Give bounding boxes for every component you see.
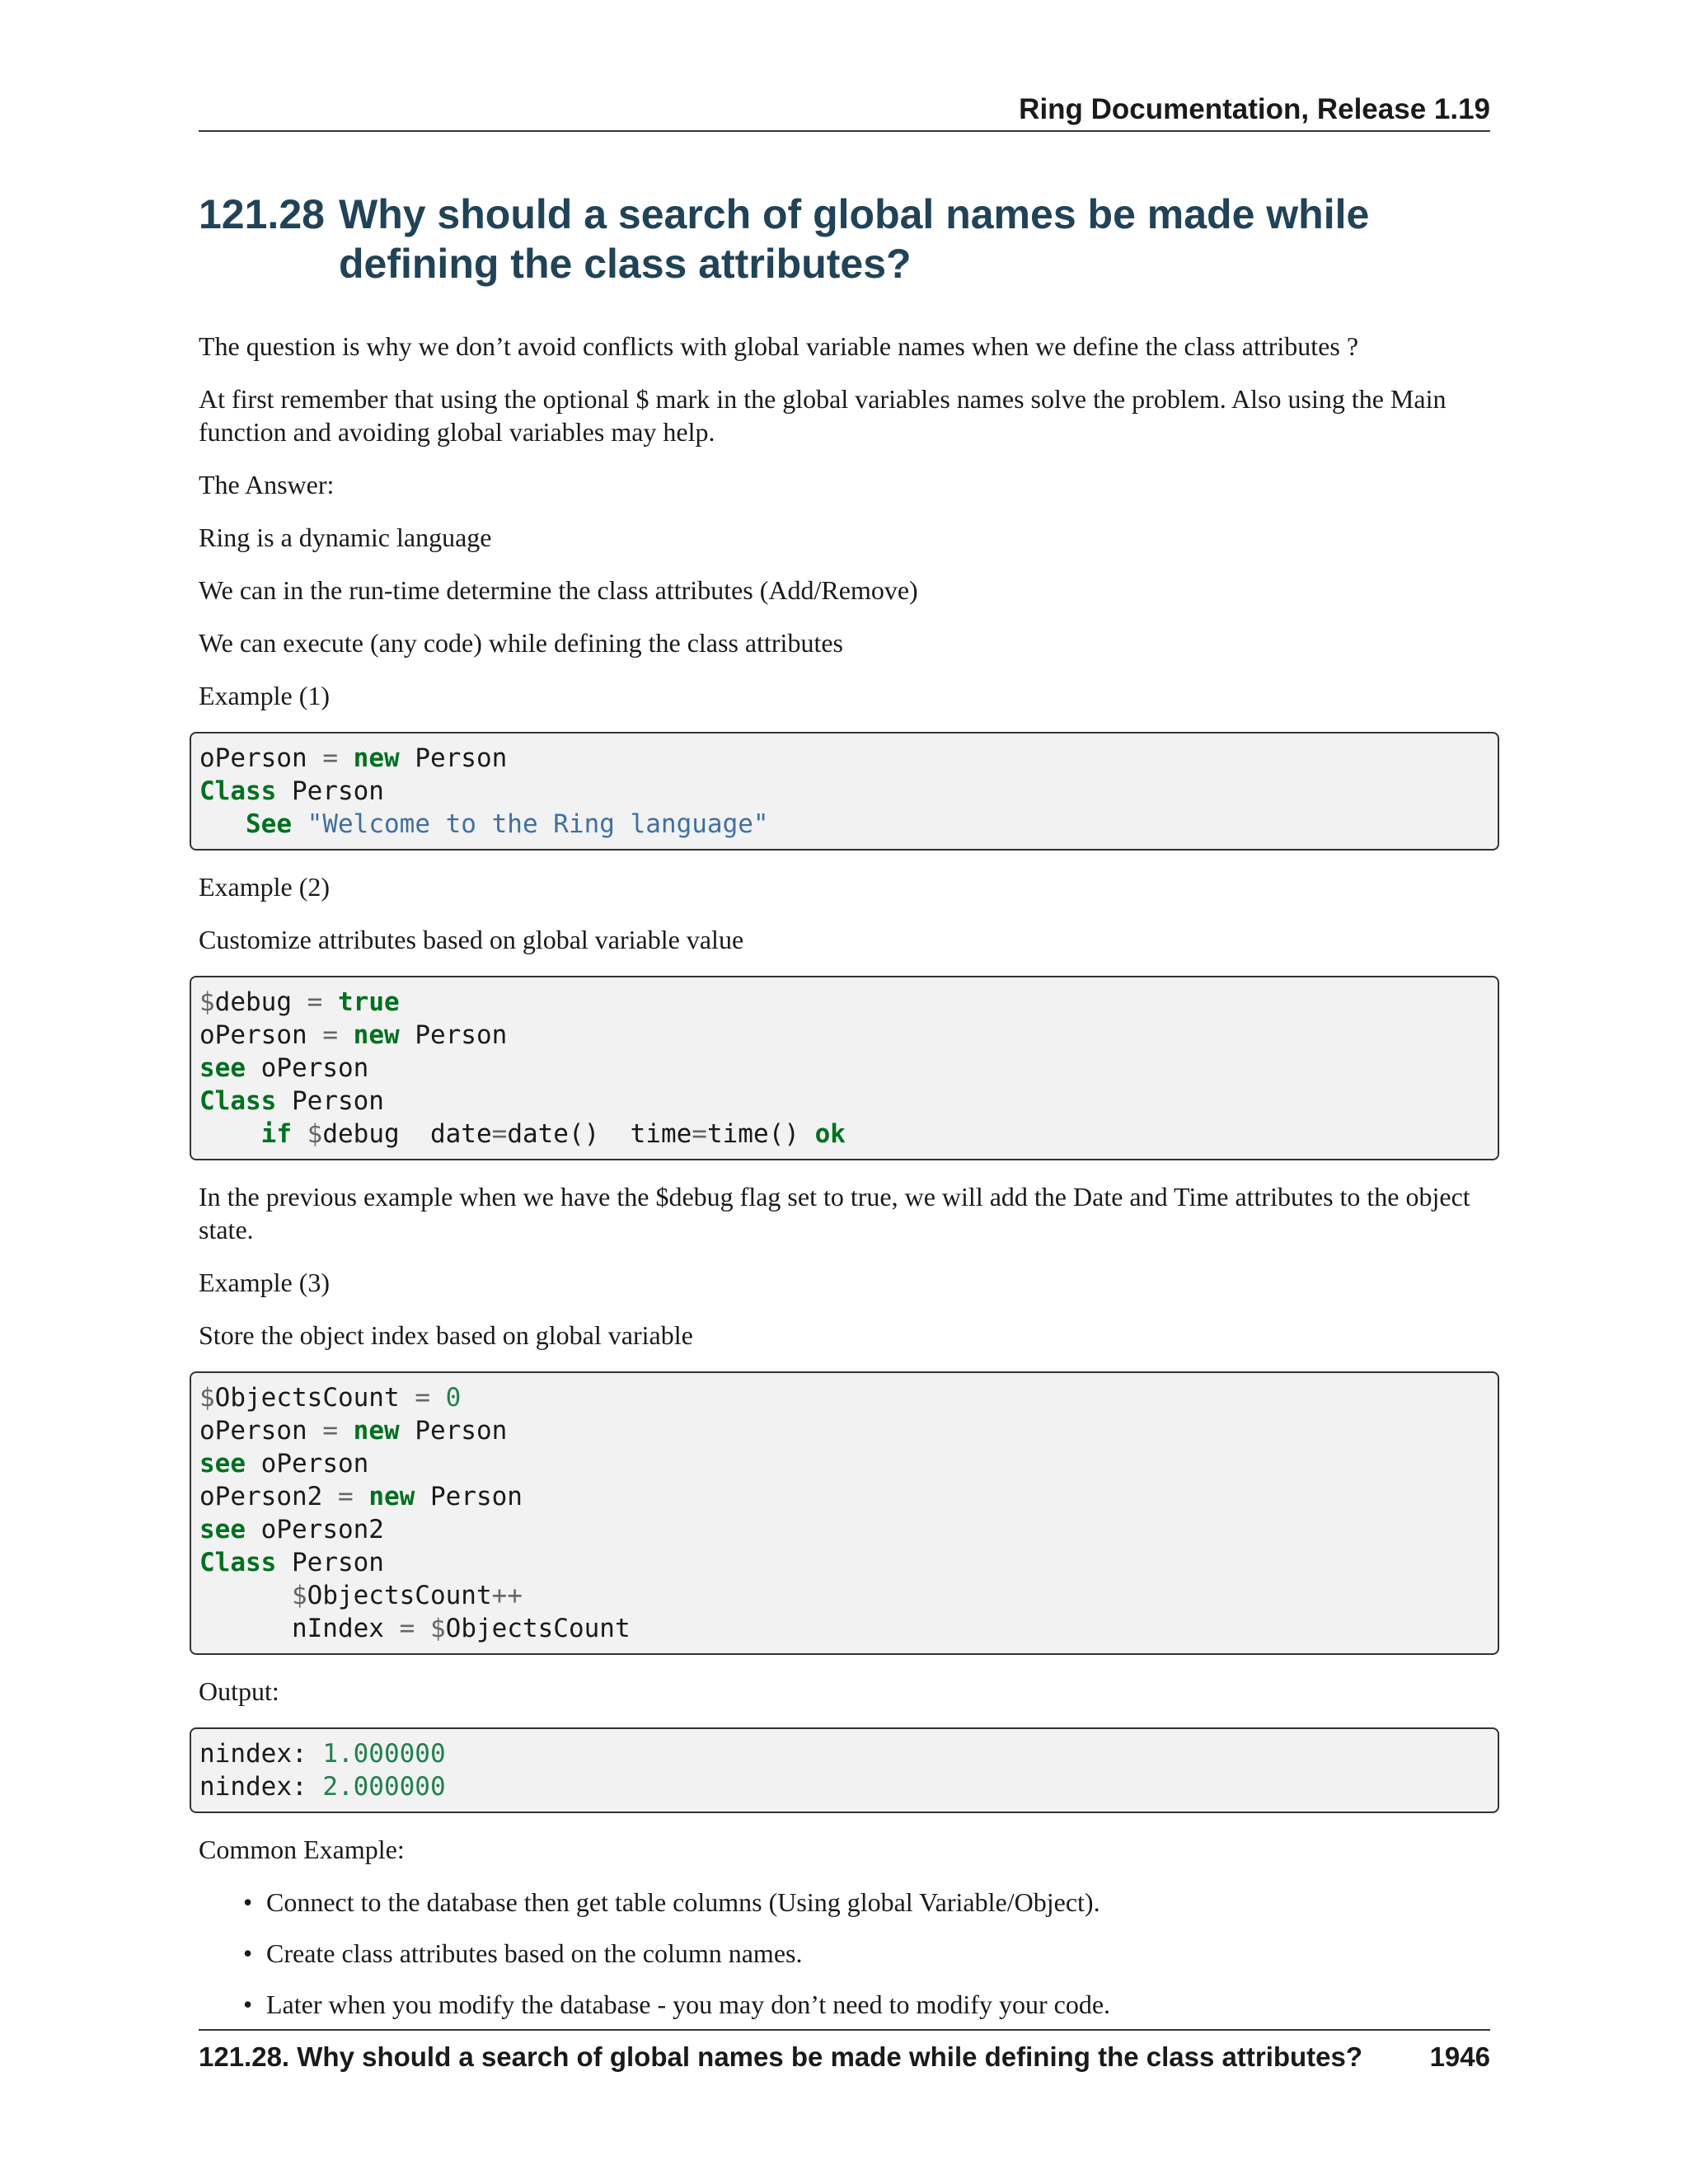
code-line: nindex: 1.000000 [199, 1739, 446, 1769]
example-label: Example (2) [199, 872, 331, 902]
code-block-output [190, 1727, 1499, 1813]
code-block-example-3 [190, 1371, 1499, 1655]
example-label: Example (3) [199, 1268, 331, 1297]
code-line: nIndex = $ObjectsCount [199, 1614, 631, 1643]
paragraph: We can in the run-time determine the class attributes (Add/Remove) [199, 575, 918, 605]
code-line: see oPerson [199, 1053, 369, 1083]
code-line: nindex: 2.000000 [199, 1772, 446, 1802]
code-line: oPerson2 = new Person [199, 1482, 523, 1511]
paragraph: The question is why we don’t avoid conflicts with global variable names when we define the class attributes ? [199, 331, 1359, 361]
code-line: oPerson = new Person [199, 1020, 508, 1050]
running-footer [199, 2029, 1490, 2077]
page-number: 1946 [1429, 2041, 1490, 2072]
code-line: oPerson = new Person [199, 1416, 508, 1446]
code-line: $debug = true [199, 987, 400, 1017]
code-line: $ObjectsCount = 0 [199, 1383, 462, 1413]
paragraph: Common Example: [199, 1835, 405, 1864]
bullet-icon: • [243, 1938, 253, 1968]
output-label: Output: [199, 1676, 279, 1706]
code-block-example-2 [190, 976, 1499, 1160]
code-line: See "Welcome to the Ring language" [246, 809, 769, 839]
code-line: oPerson = new Person [199, 743, 508, 773]
bullet-list [199, 1886, 1490, 2021]
example-label: Example (1) [199, 681, 331, 710]
code-line: if $debug date=date() time=time() ok [260, 1119, 846, 1149]
code-block-example-1 [190, 732, 1499, 851]
code-line: $ObjectsCount++ [291, 1581, 523, 1610]
paragraph: In the previous example when we have the $debug flag set to true, we will add the Date and Time attributes to the object state. [199, 1182, 1470, 1244]
section-body [199, 330, 1490, 2039]
paragraph: The Answer: [199, 470, 335, 499]
bullet-icon: • [243, 1887, 253, 1917]
section-title: Why should a search of global names be made while defining the class attributes? [339, 191, 1370, 287]
code-line: Class Person [199, 776, 384, 806]
code-line: see oPerson2 [199, 1515, 384, 1544]
section-number: 121.28 [199, 191, 325, 237]
footer-section-title: 121.28. Why should a search of global names be made while defining the class attributes? [199, 2041, 1363, 2072]
paragraph: At first remember that using the optional $ mark in the global variables names solve the problem. Also using the Main function and avoiding global variables may help. [199, 384, 1447, 447]
running-header: Ring Documentation, Release 1.19 [199, 89, 1490, 132]
paragraph: Ring is a dynamic language [199, 523, 492, 552]
code-line: Class Person [199, 1086, 384, 1116]
section-heading [199, 190, 1490, 288]
paragraph: Store the object index based on global variable [199, 1320, 693, 1350]
code-line: see oPerson [199, 1449, 369, 1479]
code-line: Class Person [199, 1548, 384, 1577]
paragraph: Customize attributes based on global variable value [199, 925, 744, 954]
list-item: • Create class attributes based on the column names. [243, 1938, 803, 1968]
list-item: • Later when you modify the database - you may don’t need to modify your code. [243, 1990, 1111, 2019]
list-item: • Connect to the database then get table columns (Using global Variable/Object). [243, 1887, 1100, 1917]
paragraph: We can execute (any code) while defining the class attributes [199, 628, 843, 658]
document-page [199, 0, 1490, 2184]
bullet-icon: • [243, 1990, 253, 2019]
